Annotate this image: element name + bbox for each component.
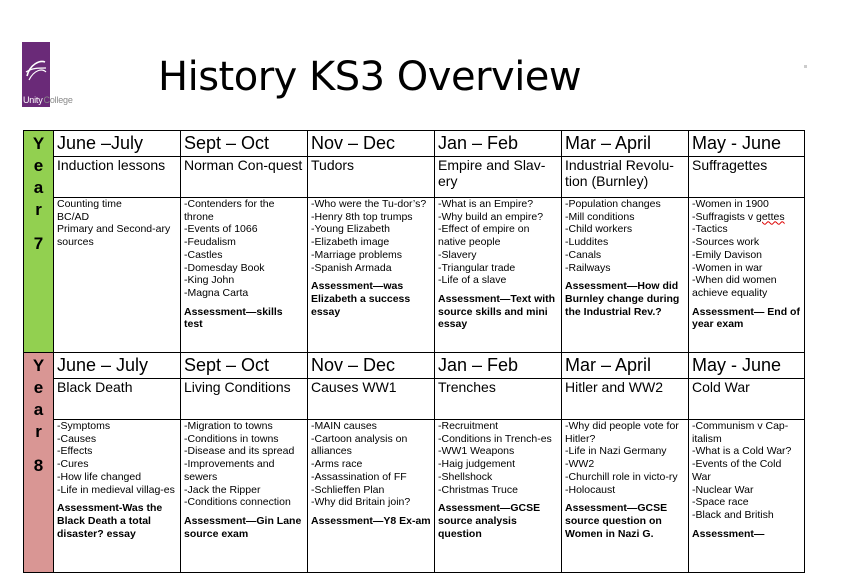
detail-line: -Disease and its spread xyxy=(184,445,295,458)
year-letter: a xyxy=(33,400,44,419)
detail-line: -Who were the Tu-dor’s? xyxy=(311,198,427,210)
period-heading: Jan – Feb xyxy=(435,353,562,379)
detail-line: Primary and Second-ary sources xyxy=(57,223,171,249)
detail-line: -Improvements and sewers xyxy=(184,458,275,483)
detail-line: -Events of the Cold War xyxy=(692,458,782,483)
topic-title: Induction lessons xyxy=(54,157,181,198)
detail-line: -How life changed xyxy=(57,470,142,483)
topic-detail xyxy=(54,198,181,353)
detail-line: -Recruitment xyxy=(438,420,499,432)
period-heading: Nov – Dec xyxy=(308,131,435,157)
detail-line: -Arms race xyxy=(311,458,363,471)
detail-line: -Christmas Truce xyxy=(438,483,518,496)
period-heading: Jan – Feb xyxy=(435,131,562,157)
topic-detail xyxy=(181,198,308,353)
detail-line: -Effect of empire on native people xyxy=(438,223,530,249)
period-heading: Sept – Oct xyxy=(181,353,308,379)
detail-line: -Space race xyxy=(692,496,749,509)
topic-detail xyxy=(562,420,689,573)
assessment-text: Assessment—Y8 Ex-am xyxy=(311,514,431,527)
detail-line: -Conditions in Trench-es xyxy=(438,432,552,445)
detail-line: -Women in war xyxy=(692,261,763,274)
topic-detail xyxy=(689,198,805,353)
detail-line: -Communism v Cap-italism xyxy=(692,420,789,445)
year8-period-row xyxy=(24,353,805,379)
year7-detail-row xyxy=(24,198,805,353)
assessment-text: Assessment—Text with source skills and mini essay xyxy=(438,292,556,331)
topic-detail xyxy=(435,198,562,353)
detail-line: -What is a Cold War? xyxy=(692,445,792,458)
period-heading: June –July xyxy=(54,131,181,157)
detail-line: -Schlieffen Plan xyxy=(311,483,385,496)
period-heading: May - June xyxy=(689,131,805,157)
topic-detail xyxy=(54,420,181,573)
detail-line: -WW2 xyxy=(565,458,595,471)
detail-line: -Domesday Book xyxy=(184,261,265,274)
topic-title: Black Death xyxy=(54,379,181,420)
detail-line: -Child workers xyxy=(565,223,633,236)
year-number: 7 xyxy=(33,234,44,253)
page-title: History KS3 Overview xyxy=(158,54,582,100)
topic-title: Living Conditions xyxy=(181,379,308,420)
period-heading: May - June xyxy=(689,353,805,379)
year-number: 8 xyxy=(33,456,44,475)
detail-line: -Slavery xyxy=(438,248,477,261)
detail-line: -WW1 Weapons xyxy=(438,445,515,458)
topic-title: Empire and Slav-ery xyxy=(435,157,562,198)
overview-table xyxy=(23,130,805,573)
logo-text-college: College xyxy=(43,95,73,105)
detail-line: -Canals xyxy=(565,248,602,261)
year-letter: a xyxy=(33,178,44,197)
topic-detail xyxy=(562,198,689,353)
detail-line: -Women in 1900 xyxy=(692,198,769,210)
assessment-text: Assessment—skills test xyxy=(184,305,283,331)
year8-label xyxy=(24,353,54,573)
period-heading: Nov – Dec xyxy=(308,353,435,379)
swirl-logo-icon xyxy=(24,56,48,82)
detail-line: -Railways xyxy=(565,261,611,274)
year-letter: r xyxy=(35,422,42,441)
detail-line: -Life in medieval villag-es xyxy=(57,483,175,496)
detail-line: -Luddites xyxy=(565,236,609,249)
assessment-text: Assessment—How did Burnley change during the Industrial Rev.? xyxy=(565,280,680,318)
detail-line: -Assassination of FF xyxy=(311,470,407,483)
detail-line: -Feudalism xyxy=(184,236,236,249)
detail-line: -Events of 1066 xyxy=(184,223,258,236)
detail-line: -Churchill role in victo-ry xyxy=(565,470,678,483)
topic-title: Hitler and WW2 xyxy=(562,379,689,420)
topic-detail xyxy=(308,198,435,353)
detail-line: -Holocaust xyxy=(565,483,616,496)
logo-text xyxy=(22,95,73,105)
detail-line: -Tactics xyxy=(692,223,728,236)
assessment-text: Assessment-Was the Black Death a total disaster? essay xyxy=(57,502,163,540)
year-letter: Y xyxy=(32,356,45,375)
year8-detail-row xyxy=(24,420,805,573)
detail-line: -Henry 8th top trumps xyxy=(311,210,413,223)
period-heading: Mar – April xyxy=(562,131,689,157)
year7-topic-row xyxy=(24,157,805,198)
topic-detail xyxy=(435,420,562,573)
detail-line: -Marriage problems xyxy=(311,248,403,261)
period-heading: Sept – Oct xyxy=(181,131,308,157)
detail-line: -Shellshock xyxy=(438,470,493,483)
detail-line: -Effects xyxy=(57,445,93,458)
detail-line: -Jack the Ripper xyxy=(184,483,261,496)
detail-line: -What is an Empire? xyxy=(438,198,534,210)
detail-line: -Elizabeth image xyxy=(311,236,390,249)
year-letter: Y xyxy=(32,134,45,153)
topic-detail xyxy=(181,420,308,573)
detail-line: -Conditions connection xyxy=(184,496,291,509)
topic-title: Cold War xyxy=(689,379,805,420)
assessment-text: Assessment— xyxy=(692,527,765,540)
detail-line: -Migration to towns xyxy=(184,420,273,432)
topic-detail xyxy=(689,420,805,573)
detail-line: Counting time xyxy=(57,198,122,210)
year-letter: e xyxy=(33,156,44,175)
topic-title: Causes WW1 xyxy=(308,379,435,420)
detail-line: -Contenders for the throne xyxy=(184,198,275,223)
topic-title: Norman Con-quest xyxy=(181,157,308,198)
detail-line: -MAIN causes xyxy=(311,420,377,432)
logo-text-unity: Unity xyxy=(23,95,43,105)
detail-line: -King John xyxy=(184,274,235,287)
period-heading: June – July xyxy=(54,353,181,379)
decorative-dot xyxy=(804,65,807,68)
period-heading: Mar – April xyxy=(562,353,689,379)
assessment-text: Assessment—Gin Lane source exam xyxy=(184,514,302,540)
year-letter: e xyxy=(33,378,44,397)
detail-line: BC/AD xyxy=(57,210,90,223)
year8-topic-row xyxy=(24,379,805,420)
detail-line: -Magna Carta xyxy=(184,286,249,299)
detail-line: -Cures xyxy=(57,458,89,471)
detail-line: -Conditions in towns xyxy=(184,432,279,445)
detail-line: -When did women achieve equality xyxy=(692,274,777,299)
assessment-text: Assessment—was Elizabeth a success essay xyxy=(311,280,411,318)
detail-line: -Why did Britain join? xyxy=(311,496,411,509)
year7-period-row xyxy=(24,131,805,157)
assessment-text: Assessment—GCSE source question on Women in Nazi G. xyxy=(565,502,668,540)
detail-line: -Haig judgement xyxy=(438,458,516,471)
topic-title: Industrial Revolu-tion (Burnley) xyxy=(562,157,689,198)
year7-label xyxy=(24,131,54,353)
detail-line: -Symptoms xyxy=(57,420,111,432)
detail-line: -Sources work xyxy=(692,236,760,249)
detail-line: -Life of a slave xyxy=(438,274,507,287)
detail-line: -Population changes xyxy=(565,198,661,210)
detail-line: -Emily Davison xyxy=(692,248,763,261)
detail-line: -Cartoon analysis on alliances xyxy=(311,432,408,458)
topic-title: Suffragettes xyxy=(689,157,805,198)
year-letter: r xyxy=(35,200,42,219)
assessment-text: Assessment— End of year exam xyxy=(692,305,800,331)
detail-line: -Black and British xyxy=(692,508,774,521)
detail-line: -Nuclear War xyxy=(692,483,754,496)
topic-title: Trenches xyxy=(435,379,562,420)
detail-line: -Causes xyxy=(57,432,97,445)
topic-detail xyxy=(308,420,435,573)
detail-line: -Castles xyxy=(184,248,223,261)
detail-line: -Young Elizabeth xyxy=(311,223,391,236)
topic-title: Tudors xyxy=(308,157,435,198)
detail-line: -Why build an empire? xyxy=(438,210,544,223)
detail-line: -Life in Nazi Germany xyxy=(565,445,667,458)
detail-line: -Why did people vote for Hitler? xyxy=(565,420,679,445)
detail-line: -Triangular trade xyxy=(438,261,516,274)
assessment-text: Assessment—GCSE source analysis question xyxy=(438,502,541,540)
detail-line: -Spanish Armada xyxy=(311,261,392,274)
detail-line: -Suffragists v gettes xyxy=(692,210,785,223)
detail-line: -Mill conditions xyxy=(565,210,635,223)
